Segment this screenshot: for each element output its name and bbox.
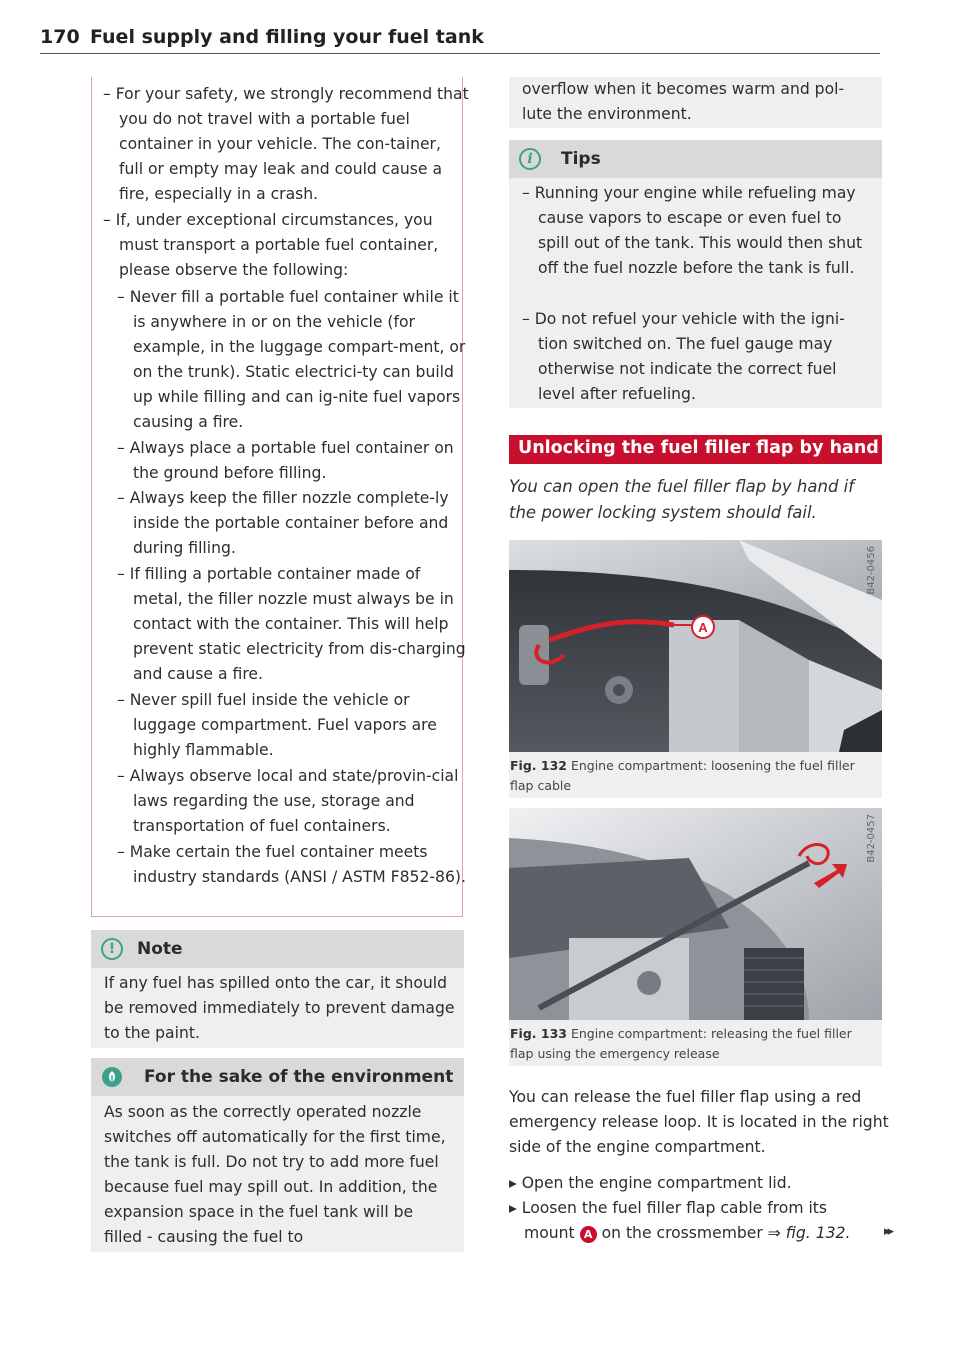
figure-label: Fig. 133 bbox=[510, 1026, 567, 1041]
warning-sub-bullet: – Always observe local and state/provin-cial laws regarding the use, storage and transportation of fuel containers. bbox=[117, 767, 459, 835]
figure-132-caption bbox=[509, 752, 882, 798]
warning-sub-bullet: – Never fill a portable fuel container while it is anywhere in or on the vehicle (for example, in the luggage compart-ment, or on the trunk). Static electrici-ty can build up while filling and can ig-nite fuel vapors causing a fire. bbox=[117, 288, 466, 431]
step-item bbox=[509, 1196, 859, 1246]
section-intro: You can open the fuel filler flap by hand if the power locking system should fail. bbox=[509, 477, 855, 522]
environment-heading: For the sake of the environment bbox=[144, 1067, 454, 1087]
info-icon: i bbox=[519, 148, 541, 170]
header-rule bbox=[40, 53, 880, 54]
figure-label: Fig. 132 bbox=[510, 758, 567, 773]
body-paragraph: You can release the fuel filler flap using a red emergency release loop. It is located in the right side of the engine compartment. bbox=[509, 1088, 889, 1156]
warning-bullet: – If, under exceptional circumstances, you must transport a portable fuel container, please observe the following: bbox=[103, 211, 439, 279]
page-header bbox=[40, 24, 880, 54]
environment-text: As soon as the correctly operated nozzle switches off automatically for the first time, the tank is full. Do not try to add more fuel because fuel may spill out. In addition, the expansion space in the fuel tank will be filled - causing the fuel to bbox=[104, 1103, 446, 1246]
leaf-icon bbox=[101, 1066, 123, 1088]
note-text: If any fuel has spilled onto the car, it should be removed immediately to prevent damage to the paint. bbox=[104, 974, 455, 1042]
environment-continued-text: overflow when it becomes warm and pol-lute the environment. bbox=[522, 80, 845, 123]
warning-sub-bullet: – Always place a portable fuel container on the ground before filling. bbox=[117, 439, 454, 482]
note-heading: Note bbox=[137, 939, 183, 959]
page-number: 170 bbox=[40, 26, 80, 48]
callout-a-marker: A bbox=[580, 1226, 597, 1243]
warning-sub-bullet: – Never spill fuel inside the vehicle or luggage compartment. Fuel vapors are highly flammable. bbox=[117, 691, 437, 759]
warning-bullet: – For your safety, we strongly recommend that you do not travel with a portable fuel container in your vehicle. The con-tainer, full or empty may leak and could cause a fire, especially in a crash. bbox=[103, 85, 469, 203]
exclamation-icon: ! bbox=[101, 938, 123, 960]
tips-item: – Do not refuel your vehicle with the igni-tion switched on. The fuel gauge may otherwise not indicate the correct fuel level after refueling. bbox=[522, 310, 845, 403]
continue-arrow-icon: ▸▸ bbox=[884, 1224, 892, 1239]
warning-sub-bullet: – If filling a portable container made of metal, the filler nozzle must always be in contact with the container. This will help prevent static electricity from dis-charging and cause a fire. bbox=[117, 565, 466, 683]
section-heading-bar bbox=[509, 435, 882, 464]
tips-heading: Tips bbox=[561, 149, 601, 169]
step-text: ▸ Loosen the fuel filler flap cable from its mount bbox=[509, 1199, 828, 1242]
figure-reference-link[interactable]: ⇒ fig. 132. bbox=[767, 1224, 851, 1242]
warning-sub-bullet: – Make certain the fuel container meets industry standards (ANSI / ASTM F852-86). bbox=[117, 843, 466, 886]
svg-text:A: A bbox=[698, 620, 708, 635]
tips-item: – Running your engine while refueling may cause vapors to escape or even fuel to spill out of the tank. This would then shut off the fuel nozzle before the tank is full. bbox=[522, 184, 863, 277]
figure-133-image bbox=[509, 808, 882, 1020]
figure-caption-text: Engine compartment: loosening the fuel filler flap cable bbox=[510, 758, 855, 793]
figure-caption-text: Engine compartment: releasing the fuel filler flap using the emergency release bbox=[510, 1026, 852, 1061]
figure-133-caption bbox=[509, 1020, 882, 1066]
chapter-title: Fuel supply and filling your fuel tank bbox=[90, 26, 484, 48]
section-title: Unlocking the fuel filler flap by hand bbox=[518, 438, 879, 458]
step-item: ▸ Open the engine compartment lid. bbox=[509, 1174, 792, 1192]
figure-code: B42-0457 bbox=[866, 814, 877, 863]
figure-code: B42-0456 bbox=[866, 546, 877, 595]
step-text: on the crossmember bbox=[601, 1224, 763, 1242]
warning-sub-bullet: – Always keep the filler nozzle complete-ly inside the portable container before and during filling. bbox=[117, 489, 449, 557]
figure-132-image bbox=[509, 540, 882, 752]
